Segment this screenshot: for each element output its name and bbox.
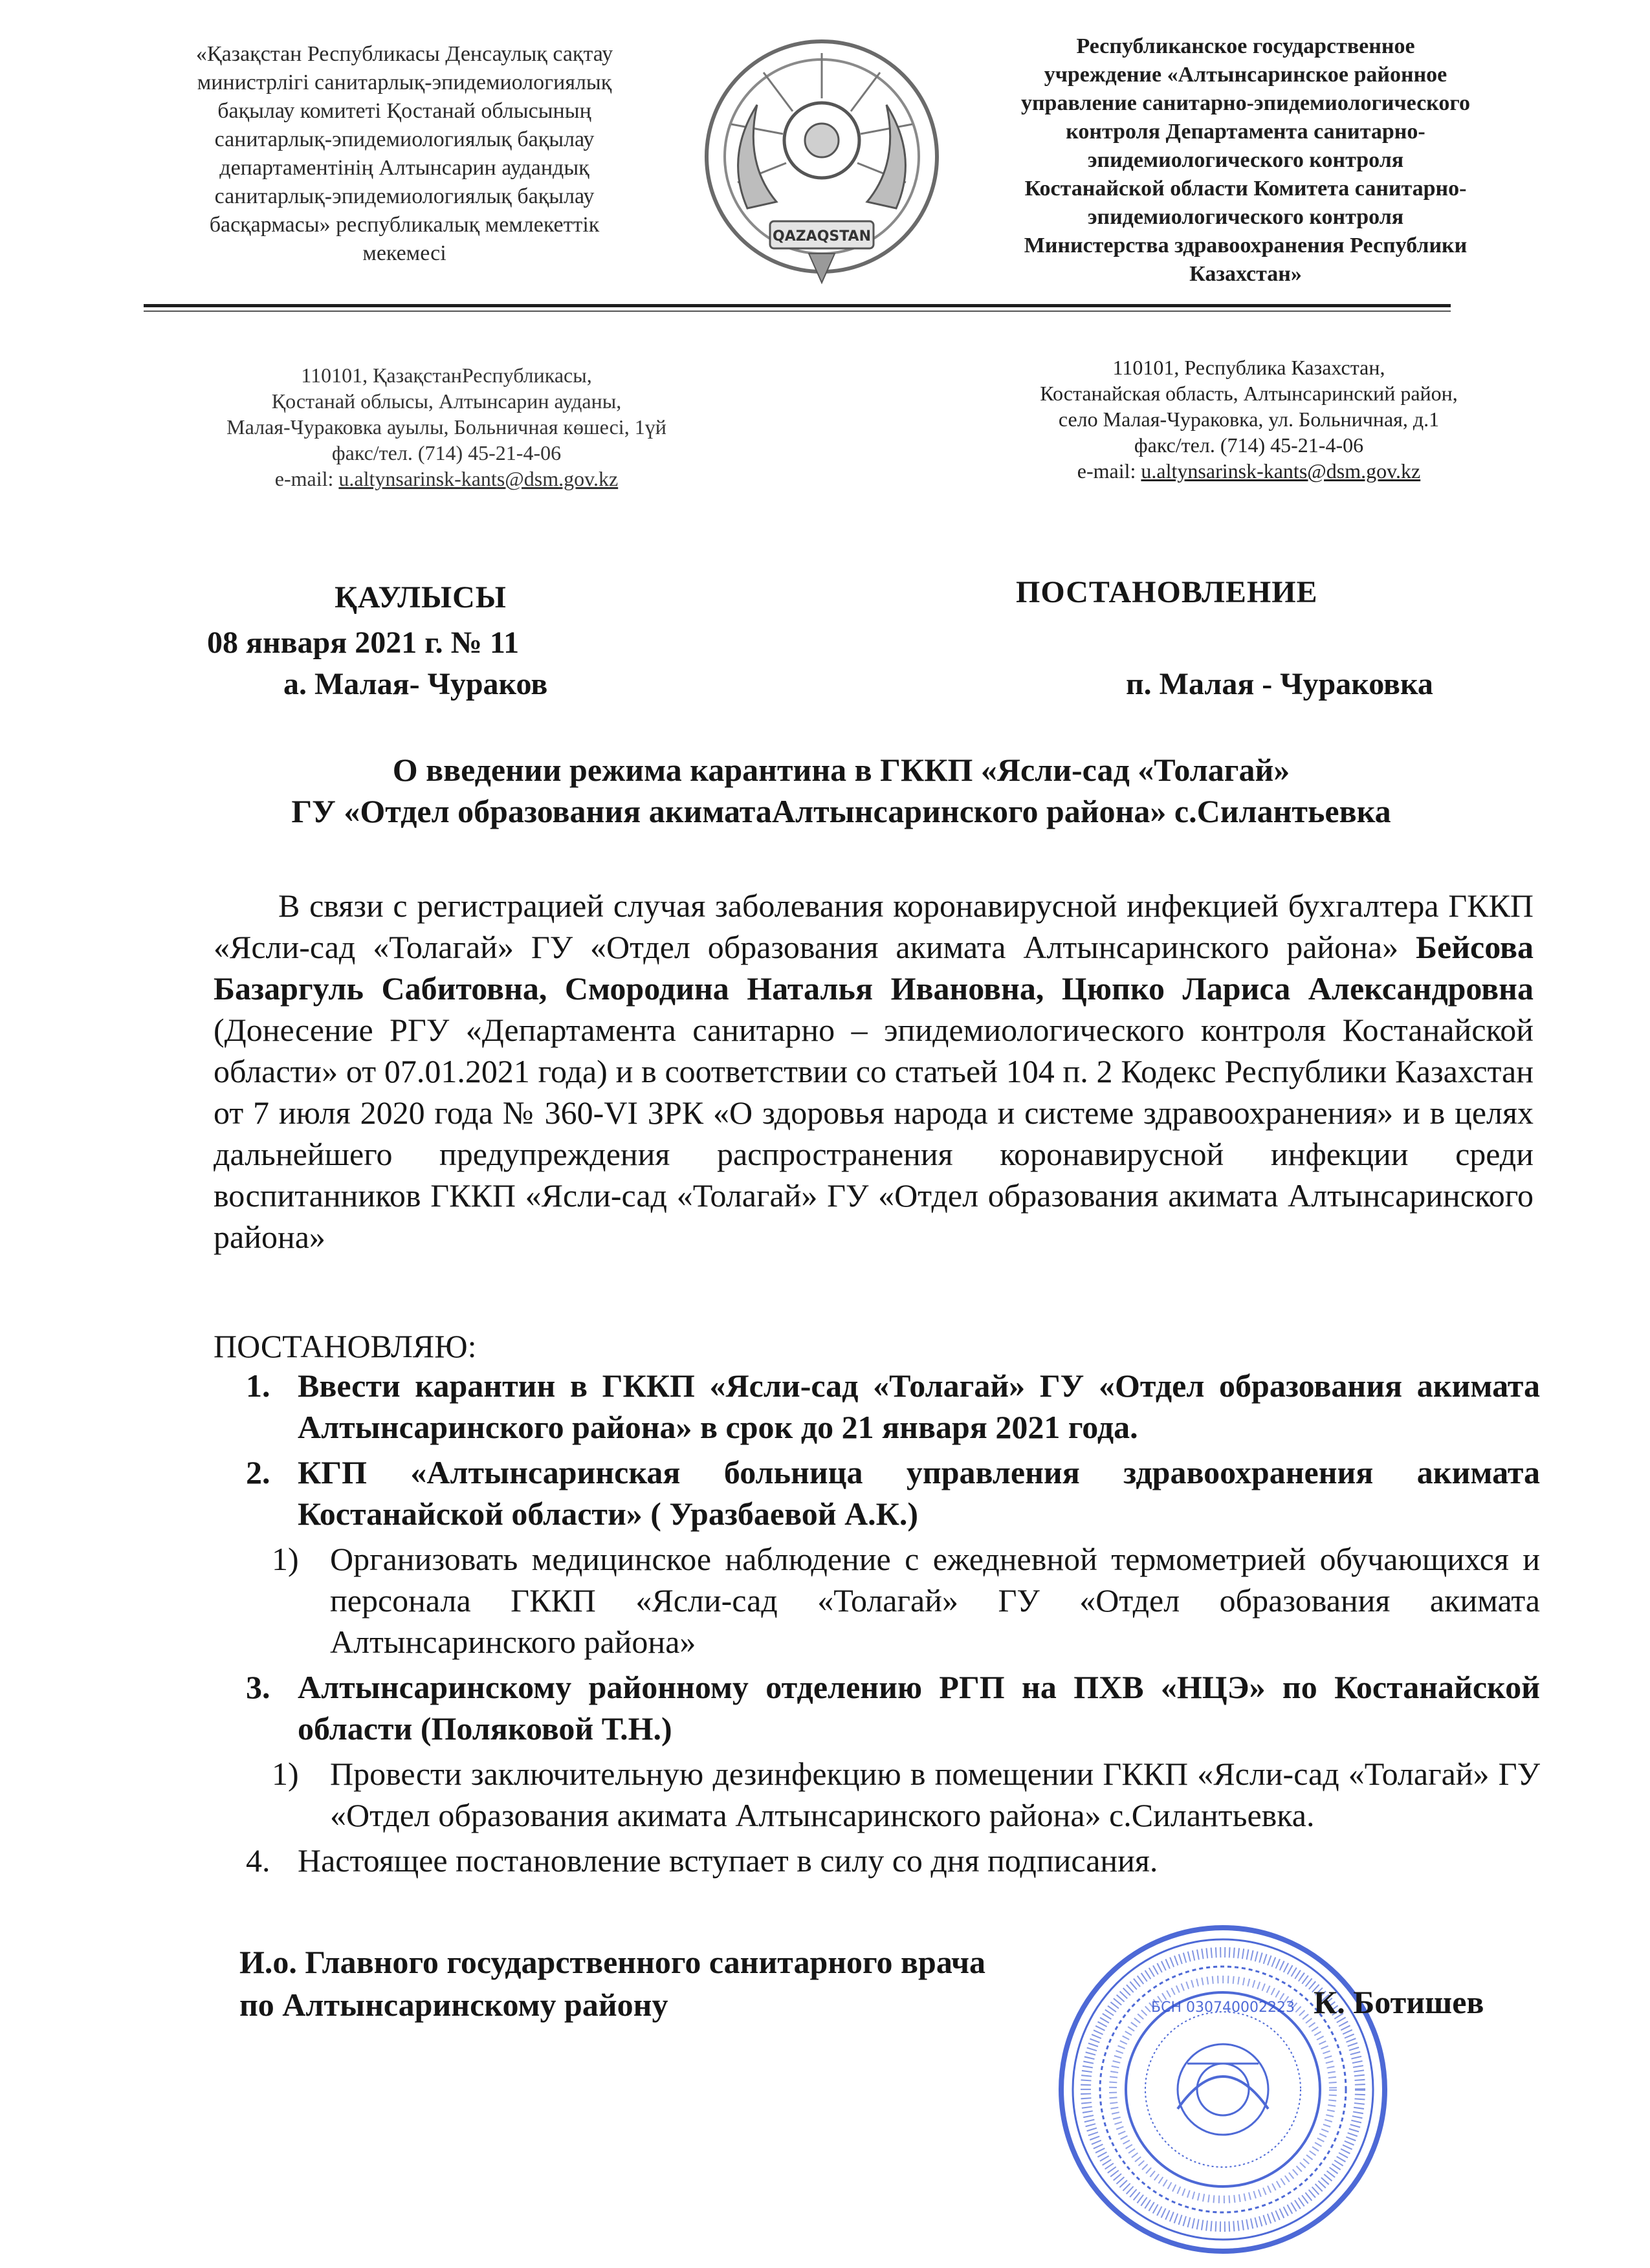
signatory-role-line: по Алтынсаринскому району (239, 1987, 668, 2023)
email-line (155, 466, 738, 492)
item-number: 4. (246, 1842, 270, 1879)
email-link[interactable]: u.altynsarinsk-kants@dsm.gov.kz (338, 467, 619, 490)
address-line: 110101, Республика Казахстан, (1112, 356, 1385, 379)
header-left-line: «Қазақстан Республикасы Денсаулық сақтау (195, 42, 613, 66)
doc-place-russian: п. Малая - Чураковка (1126, 667, 1433, 701)
list-item (246, 1452, 1540, 1534)
list-item (246, 1365, 1540, 1448)
header-right-line: контроля Департамента санитарно- (1066, 120, 1425, 144)
body-names: Бейсова Базаргуль Сабитовна, Смородина Наталья Ивановна, Цюпко Лариса Александровна (214, 929, 1534, 1007)
signatory-role-line: И.о. Главного государственного санитарного врача (239, 1944, 986, 1980)
item-number: 2. (246, 1454, 270, 1490)
doc-place-kazakh: а. Малая- Чураков (283, 667, 548, 701)
header-left-line: санитарлық-эпидемиологиялық бақылау (214, 184, 595, 208)
subject-line: ГУ «Отдел образования акиматаАлтынсаринского района» с.Силантьевка (291, 793, 1391, 829)
header-right-line: эпидемиологического контроля (1087, 148, 1404, 172)
address-line: Малая-Чураковка ауылы, Больничная көшесі, 1үй (226, 415, 666, 439)
header-right-line: Министерства здравоохранения Республики (1024, 234, 1468, 257)
header-right-line: управление санитарно-эпидемиологического (1020, 91, 1471, 115)
email-link[interactable]: u.altynsarinsk-kants@dsm.gov.kz (1141, 459, 1421, 483)
header-left-line: министрлігі санитарлық-эпидемиологиялық (197, 71, 612, 94)
header-org-russian (964, 32, 1527, 289)
item-number: 1. (246, 1368, 270, 1404)
header-org-kazakh (123, 40, 686, 268)
doc-date-number: 08 января 2021 г. № 11 (207, 626, 520, 660)
address-line: факс/тел. (714) 45-21-4-06 (1134, 433, 1364, 457)
decree-items (246, 1365, 1540, 1885)
header-left-line: басқармасы» республикалық мемлекеттік (209, 213, 600, 237)
header-right-line: Республиканское государственное (1076, 34, 1415, 58)
doc-title-russian: ПОСТАНОВЛЕНИЕ (1016, 575, 1318, 609)
subitem-number: 1) (272, 1541, 299, 1577)
body-paragraph (214, 885, 1534, 1258)
header-left-line: департаментінің Алтынсарин аудандық (219, 156, 589, 180)
list-subitem (246, 1753, 1540, 1836)
subitem-number: 1) (272, 1756, 299, 1792)
header-right-line: Казахстан» (1189, 262, 1302, 286)
email-label: e-mail: (274, 467, 339, 490)
email-line (958, 458, 1540, 484)
header-right-line: учреждение «Алтынсаринское районное (1044, 63, 1447, 87)
item-text: КГП «Алтынсаринская больница управления здравоохранения акимата Костанайской области» ( Уразбаевой А.К.) (298, 1454, 1540, 1532)
header-divider-thin (144, 311, 1451, 312)
header-divider (144, 304, 1451, 307)
state-emblem-icon (686, 27, 958, 299)
stamp-bin: БСН 030740002223 (1151, 2000, 1295, 2016)
body-text-part1: В связи с регистрацией случая заболевания коронавирусной инфекцией бухгалтера ГККП «Ясли-сад «Толагай» ГУ «Отдел образования акимата Алтынсаринского района» (214, 888, 1534, 965)
signatory-role (239, 1941, 1210, 2026)
header-right-line: Костанайской области Комитета санитарно- (1024, 177, 1467, 201)
list-item (246, 1666, 1540, 1749)
address-line: село Малая-Чураковка, ул. Больничная, д.1 (1058, 408, 1440, 431)
subitem-text: Организовать медицинское наблюдение с ежедневной термометрией обучающихся и персонала ГККП «Ясли-сад «Толагай» ГУ «Отдел образования акимата Алтынсаринского района» (330, 1541, 1540, 1660)
address-line: Костанайская область, Алтынсаринский район, (1040, 382, 1458, 405)
signatory-name: К. Ботишев (1314, 1984, 1484, 2020)
subitem-text: Провести заключительную дезинфекцию в помещении ГККП «Ясли-сад «Толагай» ГУ «Отдел образования акимата Алтынсаринского района» с.Силантьевка. (330, 1756, 1540, 1833)
item-number: 3. (246, 1669, 270, 1705)
header-right-line: эпидемиологического контроля (1087, 205, 1404, 229)
item-text: Ввести карантин в ГККП «Ясли-сад «Толагай» ГУ «Отдел образования акимата Алтынсаринского района» в срок до 21 января 2021 года. (298, 1368, 1540, 1445)
address-russian (958, 354, 1540, 484)
doc-title-kazakh: ҚАУЛЫСЫ (335, 580, 507, 615)
header-left-line: бақылау комитеті Қостанай облысының (217, 99, 591, 123)
doc-subject (194, 749, 1488, 832)
header-left-line: санитарлық-эпидемиологиялық бақылау (214, 127, 595, 151)
address-kazakh (155, 362, 738, 492)
emblem-label: QAZAQSTAN (773, 228, 871, 245)
body-text-part2: (Донесение РГУ «Департамента санитарно – эпидемиологического контроля Костанайской области» от 07.01.2021 года) и в соответствии со статьей 104 п. 2 Кодекс Республики Казахстан от 7 июля 2020 года № 360-VI ЗРК «О здоровья народа и системе здравоохранения» и в целях дальнейшего предупреждения распространения коронавирусной инфекции среди воспитанников ГККП «Ясли-сад «Толагай» ГУ «Отдел образования акимата Алтынсаринского района» (214, 1012, 1534, 1255)
decree-word: ПОСТАНОВЛЯЮ: (214, 1328, 477, 1364)
list-subitem (246, 1538, 1540, 1663)
address-line: Қостанай облысы, Алтынсарин ауданы, (271, 389, 622, 413)
list-item (246, 1840, 1540, 1881)
email-label: e-mail: (1077, 459, 1141, 483)
address-line: 110101, ҚазақстанРеспубликасы, (301, 364, 592, 387)
address-line: факс/тел. (714) 45-21-4-06 (331, 441, 562, 464)
item-text: Алтынсаринскому районному отделению РГП на ПХВ «НЦЭ» по Костанайской области (Поляковой Т.Н.) (298, 1669, 1540, 1747)
item-text: Настоящее постановление вступает в силу со дня подписания. (298, 1842, 1158, 1879)
subject-line: О введении режима карантина в ГККП «Ясли-сад «Толагай» (392, 752, 1290, 788)
header-left-line: мекемесі (362, 241, 446, 265)
